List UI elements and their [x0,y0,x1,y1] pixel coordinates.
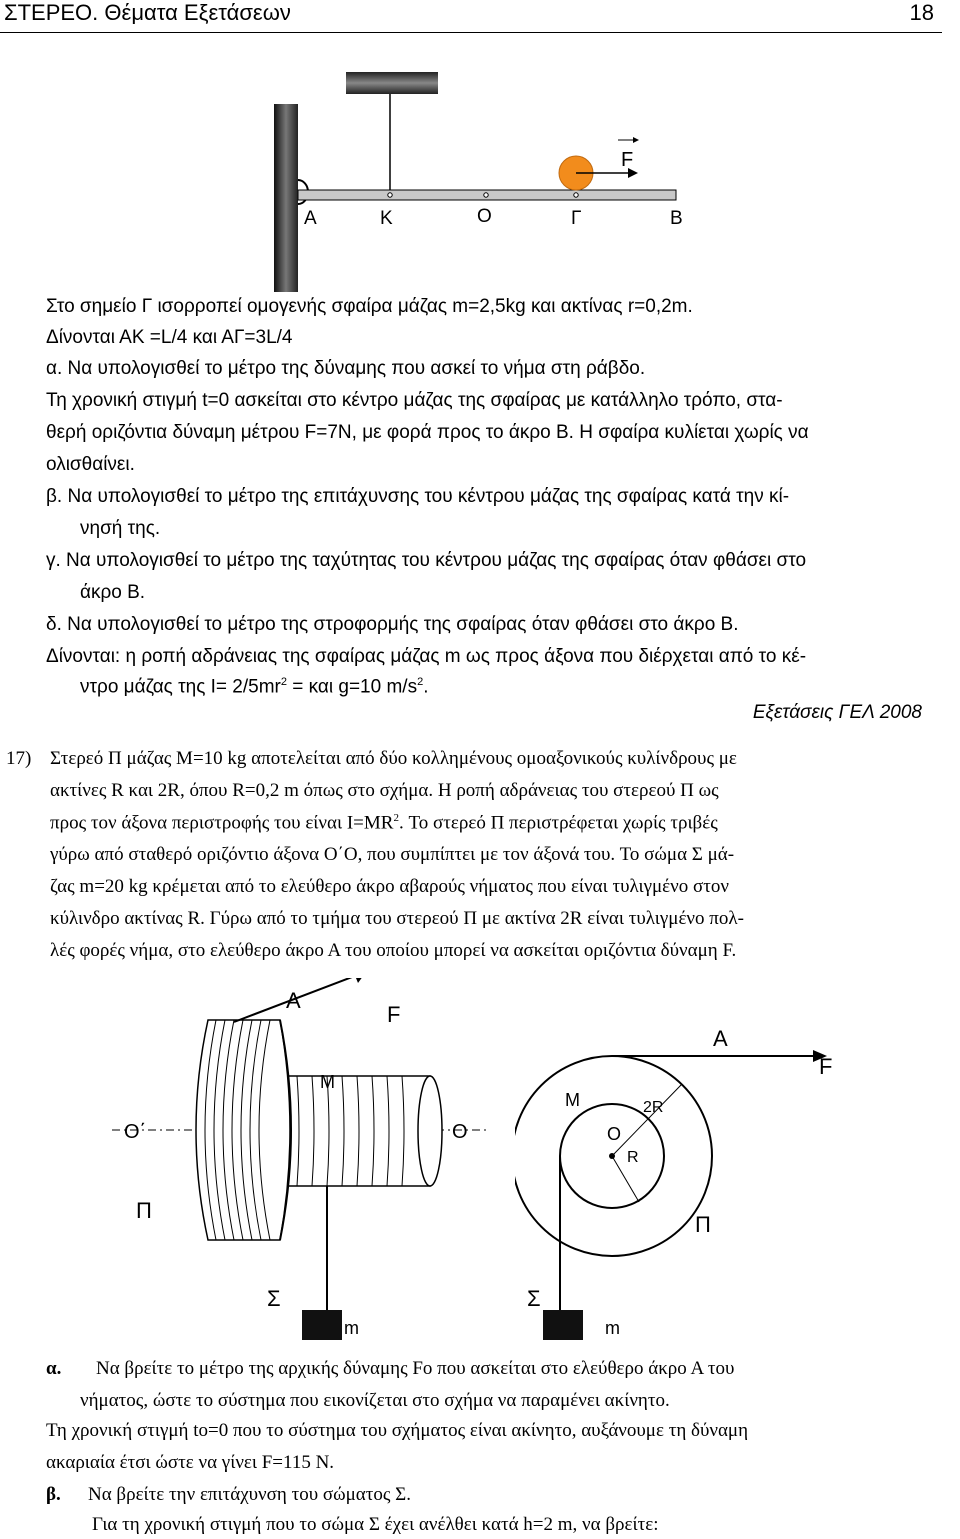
exam-source: Εξετάσεις ΓΕΛ 2008 [752,702,922,723]
question-a-line: νήματος, ώστε το σύστημα που εικονίζεται στο σχήμα να παραμένει ακίνητο. [80,1390,670,1411]
problem17-line: προς τον άξονα περιστροφής του είναι $I=MR^2$. Το στερεό Π περιστρέφεται χωρίς τριβές [50,812,718,834]
problem16-line: α. Να υπολογισθεί το μέτρο της δύναμης που ασκεί το νήμα στη ράβδο. [46,358,646,379]
label-f: F [387,1002,401,1027]
label-m-big: M [565,1090,580,1110]
problem-number: 17) [6,748,32,769]
problem16-line: β. Να υπολογισθεί το μέτρο της επιτάχυνσης του κέντρου μάζας της σφαίρας κατά την κί- [46,486,790,507]
label-s: Σ [527,1286,541,1311]
label-f: F [621,149,634,171]
wall [274,104,298,292]
page-number: 18 [909,0,934,25]
problem16-line: δ. Να υπολογισθεί το μέτρο της στροφορμής της σφαίρας όταν φθάσει στο άκρο Β. [46,614,739,635]
label-a: A [713,1026,728,1051]
problem16-line: θερή οριζόντια δύναμη μέτρου F=7N, με φορά προς το άκρο Β. Η σφαίρα κυλίεται χωρίς να [46,422,809,443]
label-o: O [607,1124,622,1144]
problem16-line: ντρο μάζας της $I= 2/5mr^2 = \kappa\alpha\iota$ g=10 $m/s^2$. [80,676,429,698]
problem17-line: ζας m=20 kg κρέμεται από το ελεύθερο άκρο αβαρούς νήματος που είναι τυλιγμένο στον [50,876,729,897]
problem17-line: γύρω από σταθερό οριζόντιο άξονα Ο΄Ο, που συμπίπτει με τον άξονά του. Το σώμα Σ μά- [50,844,735,865]
problem17-line: λές φορές νήμα, στο ελεύθερο άκρο Α του οποίου μπορεί να ασκείται οριζόντια δύναμη F. [50,940,737,961]
question-line: Για τη χρονική στιγμή που το σώμα Σ έχει ανέλθει κατά h=2 m, να βρείτε: [92,1514,659,1535]
cylinders-section-figure [515,1020,855,1350]
problem16-line: γ. Να υπολογισθεί το μέτρο της ταχύτητας του κέντρου μάζας της σφαίρας όταν φθάσει στο [46,550,807,571]
point-k-dot [388,193,392,197]
question-b-label: β. [46,1484,61,1505]
problem16-line: ολισθαίνει. [46,454,135,475]
label-o: Ο [477,206,492,227]
page-header-title: ΣΤΕΡΕΟ. Θέματα Εξετάσεων [4,0,291,25]
question-a-line: Να βρείτε το μέτρο της αρχικής δύναμης Fo που ασκείται στο ελεύθερο άκρο Α του [96,1358,735,1379]
problem16-line: Δίνονται: η ροπή αδράνειας της σφαίρας μάζας m ως προς άξονα που διέρχεται από το κέ- [46,646,807,667]
problem16-line: Δίνονται ΑΚ =L/4 και ΑΓ=3L/4 [46,327,293,348]
label-s: Σ [267,1286,281,1311]
problem17-line: Στερεό Π μάζας Μ=10 kg αποτελείται από δύο κολλημένους ομοαξονικούς κυλίνδρους με [50,748,737,769]
problem16-line: Στο σημείο Γ ισορροπεί ομογενής σφαίρα μάζας m=2,5kg και ακτίνας r=0,2m. [46,296,693,317]
mass-block [302,1310,342,1340]
ceiling-support [346,72,438,94]
problem16-line: νησή της. [80,518,161,539]
problem17-line: κύλινδρο ακτίνας R. Γύρω από το τμήμα του στερεού Π με ακτίνα 2R είναι τυλιγμένο πολ- [50,908,744,929]
small-cylinder-end [418,1076,442,1186]
label-r: R [627,1149,639,1166]
problem16-line: άκρο Β. [80,582,146,603]
question-line: Τη χρονική στιγμή to=0 που το σύστημα του σχήματος είναι ακίνητο, αυξάνουμε τη δύναμη [46,1420,749,1441]
point-o-dot [484,193,488,197]
label-p: Π [695,1212,711,1237]
label-p: Π [136,1198,152,1223]
problem16-line: Τη χρονική στιγμή t=0 ασκείται στο κέντρο μάζας της σφαίρας με κατάλληλο τρόπο, στα- [46,390,783,411]
point-g-dot [574,193,578,197]
label-g: Γ [571,208,582,229]
label-m: m [344,1318,359,1338]
label-o: O [452,1121,468,1143]
label-m: m [605,1318,620,1338]
small-cylinder [282,1076,430,1186]
cylinders-side-figure [112,978,492,1350]
question-a-label: α. [46,1358,62,1379]
label-m-big: M [320,1072,335,1092]
label-2r: 2R [643,1099,664,1116]
question-b-line: Να βρείτε την επιτάχυνση του σώματος Σ. [88,1484,411,1505]
label-b: Β [670,208,683,229]
label-k: Κ [380,208,393,229]
label-a: Α [304,208,317,229]
label-o-prime: O΄ [124,1121,147,1143]
force-arrow-head [354,978,366,983]
label-f: F [819,1054,833,1079]
label-a: Α [286,988,301,1013]
mass-block [543,1310,583,1340]
question-line: ακαριαία έτσι ώστε να γίνει F=115 N. [46,1452,335,1473]
rod-sphere-figure [260,66,700,292]
problem17-line: ακτίνες R και 2R, όπου R=0,2 m όπως στο σχήμα. Η ροπή αδράνειας του στερεού Π ως [50,780,719,801]
header-divider [0,32,942,33]
